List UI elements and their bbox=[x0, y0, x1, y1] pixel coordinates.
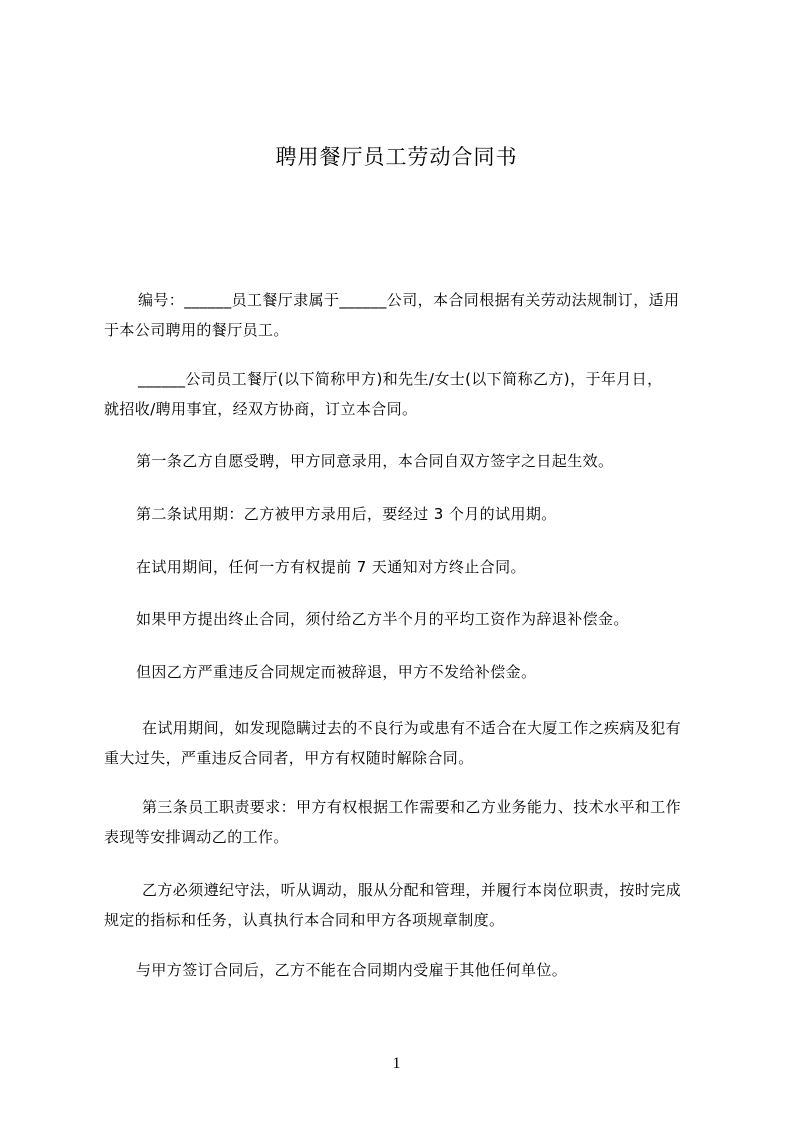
paragraph-article-2 bbox=[104, 499, 702, 529]
paragraph-line: 乙方必须遵纪守法，听从调动，服从分配和管理，并履行本岗位职责，按时完成 bbox=[142, 881, 682, 899]
paragraph-line: 第一条乙方自愿受聘，甲方同意录用，本合同自双方签字之日起生效。 bbox=[136, 452, 614, 470]
paragraph-employee-duties bbox=[104, 875, 702, 935]
paragraph-probation-notice bbox=[104, 552, 702, 582]
paragraph-line: 在试用期间，任何一方有权提前 7 天通知对方终止合同。 bbox=[136, 558, 526, 576]
paragraph-probation-termination bbox=[104, 713, 702, 773]
paragraph-line: 但因乙方严重违反合同规定而被辞退，甲方不发给补偿金。 bbox=[136, 663, 537, 681]
document-title: 聘用餐厅员工劳动合同书 bbox=[275, 145, 518, 169]
paragraph-serial-number bbox=[104, 285, 702, 345]
paragraph-line: 规定的指标和任务，认真执行本合同和甲方各项规章制度。 bbox=[104, 911, 505, 929]
paragraph-line: 如果甲方提出终止合同，须付给乙方半个月的平均工资作为辞退补偿金。 bbox=[136, 610, 629, 628]
paragraph-article-1 bbox=[104, 446, 702, 476]
paragraph-line: ______公司员工餐厅(以下简称甲方)和先生/女士(以下简称乙方)，于年月日， bbox=[138, 370, 663, 388]
paragraph-line: 表现等安排调动乙的工作。 bbox=[104, 828, 289, 846]
paragraph-line: 编号：______员工餐厅隶属于______公司，本合同根据有关劳动法规制订，适用 bbox=[138, 291, 680, 309]
paragraph-line: 第三条员工职责要求：甲方有权根据工作需要和乙方业务能力、技术水平和工作 bbox=[142, 798, 682, 816]
paragraph-compensation bbox=[104, 604, 702, 634]
paragraph-exclusive-employment bbox=[104, 955, 702, 985]
paragraph-line: 与甲方签订合同后，乙方不能在合同期内受雇于其他任何单位。 bbox=[136, 961, 568, 979]
paragraph-no-compensation bbox=[104, 657, 702, 687]
paragraph-line: 就招收/聘用事宜，经双方协商，订立本合同。 bbox=[104, 400, 418, 418]
paragraph-article-3 bbox=[104, 792, 702, 852]
paragraph-line: 在试用期间，如发现隐瞒过去的不良行为或患有不适合在大厦工作之疾病及犯有 bbox=[142, 719, 682, 737]
paragraph-parties bbox=[104, 364, 702, 424]
paragraph-line: 第二条试用期：乙方被甲方录用后，要经过 3 个月的试用期。 bbox=[136, 505, 557, 523]
paragraph-line: 于本公司聘用的餐厅员工。 bbox=[104, 321, 289, 339]
page-number: 1 bbox=[392, 1055, 401, 1072]
paragraph-line: 重大过失，严重违反合同者，甲方有权随时解除合同。 bbox=[104, 749, 474, 767]
